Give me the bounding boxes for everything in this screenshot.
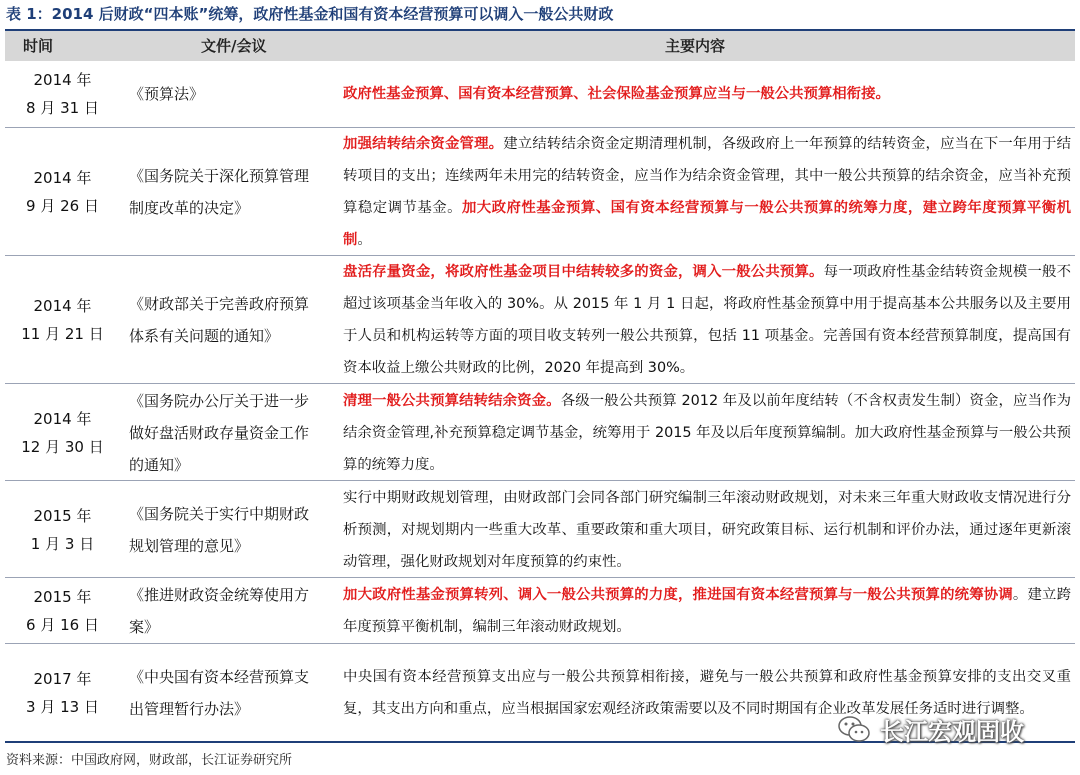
table-header	[5, 31, 1075, 61]
row-content	[343, 481, 1071, 578]
row-content	[343, 61, 1071, 127]
body-text: 各级一般公共预算 2012 年及以前年度结转（不含权责发生制）资金，应当作为结余资金管理,补充预算稳定调节基金，统筹用于 2015 年及以后年度预算编制。加大政府性基金预算与一般公共预算的统筹力度。	[343, 392, 1071, 473]
date-year: 2014 年	[33, 409, 92, 428]
date-year: 2014 年	[33, 71, 92, 89]
row-date	[5, 644, 120, 741]
date-day: 3 月 13 日	[26, 697, 99, 716]
row-date	[5, 578, 120, 644]
row-document: 《财政部关于完善政府预算体系有关问题的通知》	[129, 295, 310, 345]
date-year: 2015 年	[33, 506, 92, 525]
table-title: 表 1：2014 后财政“四本账”统筹，政府性基金和国有资本经营预算可以调入一般公共财政	[6, 5, 614, 23]
date-year: 2017 年	[33, 669, 92, 688]
row-document: 《中央国有资本经营预算支出管理暂行办法》	[129, 667, 310, 718]
row-date	[5, 481, 120, 578]
source-note: 资料来源：中国政府网，财政部，长江证券研究所	[6, 753, 293, 768]
date-day: 12 月 30 日	[21, 437, 104, 456]
date-day: 1 月 3 日	[30, 534, 95, 553]
date-day: 11 月 21 日	[21, 325, 104, 343]
row-document: 《国务院关于深化预算管理制度改革的决定》	[129, 167, 310, 217]
row-content	[343, 384, 1071, 481]
table-row	[5, 127, 1075, 256]
body-text: 每一项政府性基金结转资金规模一般不超过该项基金当年收入的 30%。从 2015 年 1 月 1 日起，将政府性基金预算中用于提高基本公共服务以及主要用于人员和机构运转等方面的项目收支转列一般公共预算，包括 11 项基金。完善国有资本经营预算制度，提高国有资本收益上缴公共财政的比例，2020 年提高到 30%。	[343, 264, 1071, 376]
body-text: 。建立跨年度预算平衡机制，编制三年滚动财政规划。	[343, 587, 1071, 635]
emphasis-text: 盘活存量资金，将政府性基金项目中结转较多的资金，调入一般公共预算。	[343, 264, 824, 280]
emphasis-text: 清理一般公共预算结转结余资金。	[343, 392, 561, 409]
row-content	[343, 256, 1071, 384]
watermark	[836, 709, 1024, 749]
watermark-text: 长江宏观固收	[880, 717, 1024, 746]
date-year: 2015 年	[33, 588, 92, 606]
date-day: 8 月 31 日	[26, 99, 99, 117]
table-row	[5, 383, 1075, 481]
emphasis-text: 加大政府性基金预算转列、调入一般公共预算的力度，推进国有资本经营预算与一般公共预算的统筹协调	[343, 587, 1013, 603]
row-content	[343, 128, 1071, 256]
row-date	[5, 384, 120, 481]
row-date	[5, 128, 120, 256]
row-document: 《预算法》	[129, 85, 205, 103]
body-text: 中央国有资本经营预算支出应与一般公共预算相衔接，避免与一般公共预算和政府性基金预算安排的支出交叉重复，其支出方向和重点，应当根据国家宏观经济政策需要以及不同时期国有企业改革发展任务适时进行调整。	[343, 668, 1071, 717]
emphasis-text: 政府性基金预算、国有资本经营预算、社会保险基金预算应当与一般公共预算相衔接。	[343, 86, 890, 102]
emphasis-text: 加大政府性基金预算、国有资本经营预算与一般公共预算的统筹力度，建立跨年度预算平衡机制	[343, 200, 1071, 248]
row-content	[343, 578, 1071, 644]
header-document: 文件/会议	[201, 37, 267, 55]
row-date	[5, 256, 120, 384]
date-day: 6 月 16 日	[26, 616, 99, 634]
date-year: 2014 年	[33, 297, 92, 315]
date-day: 9 月 26 日	[26, 197, 99, 215]
header-content: 主要内容	[665, 37, 726, 55]
wechat-icon	[836, 711, 872, 747]
date-year: 2014 年	[33, 169, 92, 187]
body-text: 。	[357, 232, 372, 248]
body-text: 建立结转结余资金定期清理机制，各级政府上一年预算的结转资金，应当在下一年用于结转项目的支出；连续两年未用完的结转资金，应当作为结余资金管理，其中一般公共预算的结余资金，应当补充预算稳定调节基金。	[343, 136, 1071, 216]
table-row	[5, 577, 1075, 644]
row-date	[5, 61, 120, 127]
row-document: 《推进财政资金统筹使用方案》	[129, 586, 310, 636]
row-document: 《国务院办公厅关于进一步做好盘活财政存量资金工作的通知》	[129, 391, 310, 474]
body-text: 实行中期财政规划管理，由财政部门会同各部门研究编制三年滚动财政规划，对未来三年重大财政收支情况进行分析预测，对规划期内一些重大改革、重要政策和重大项目，研究政策目标、运行机制和评价办法，通过逐年更新滚动管理，强化财政规划对年度预算的约束性。	[343, 489, 1071, 570]
table-row	[5, 255, 1075, 384]
row-document: 《国务院关于实行中期财政规划管理的意见》	[129, 504, 310, 555]
emphasis-text: 加强结转结余资金管理。	[343, 136, 504, 152]
header-time: 时间	[23, 37, 54, 55]
table-row	[5, 480, 1075, 578]
table-row	[5, 61, 1075, 127]
